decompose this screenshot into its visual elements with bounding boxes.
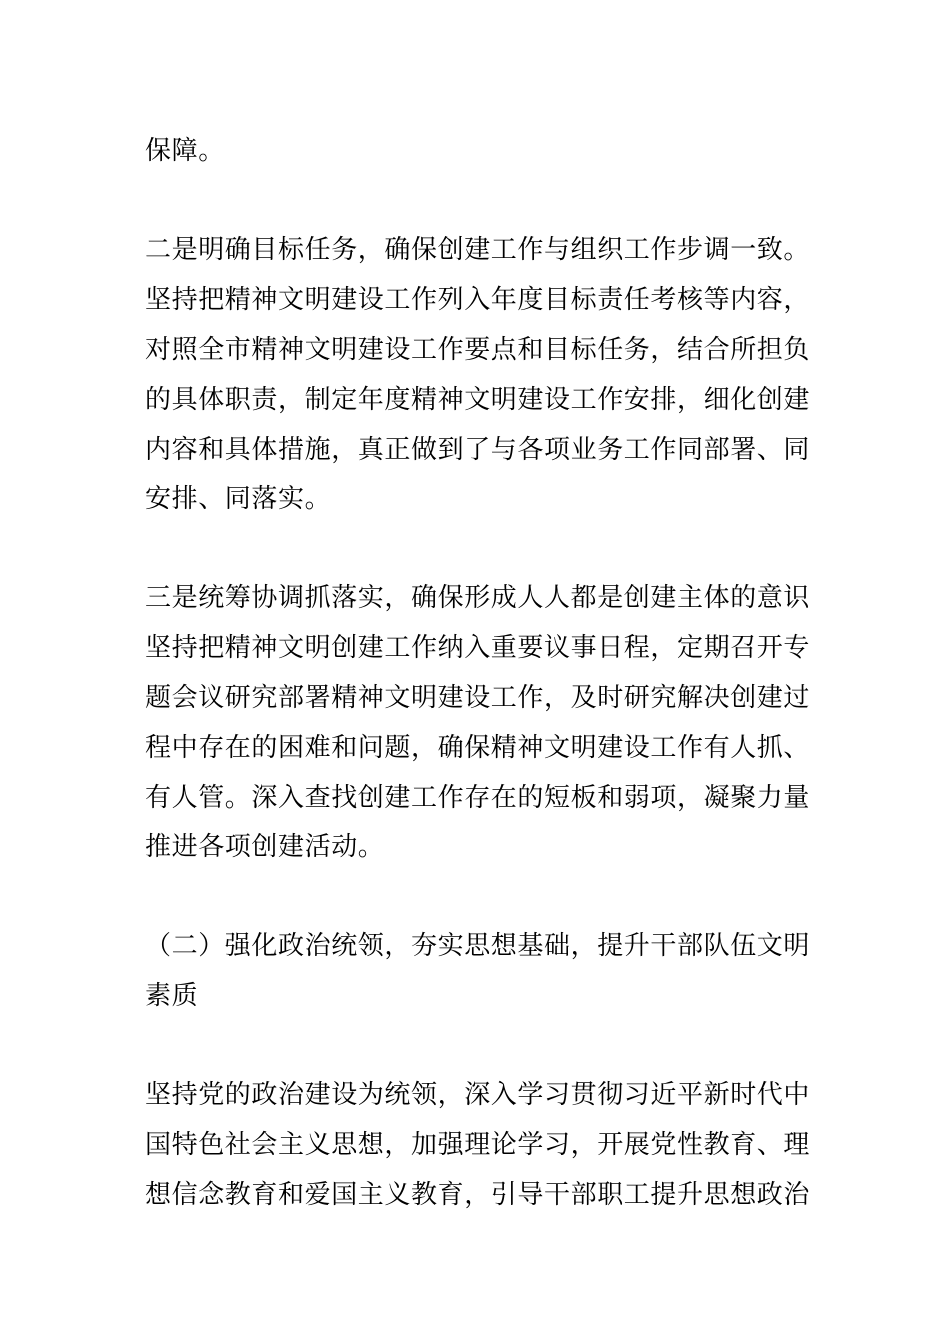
text-line: 内容和具体措施，真正做到了与各项业务工作同部署、同 [145, 435, 811, 465]
text-line: 坚持党的政治建设为统领，深入学习贯彻习近平新时代中 [145, 1080, 811, 1110]
text-line: 保障。 [145, 136, 225, 166]
section-heading-line: （二）强化政治统领，夯实思想基础，提升干部队伍文明 [145, 931, 811, 961]
section-heading-line: 素质 [145, 981, 199, 1011]
text-line: 坚持把精神文明创建工作纳入重要议事日程，定期召开专 [145, 633, 811, 663]
text-line: 二是明确目标任务，确保创建工作与组织工作步调一致。 [145, 235, 811, 265]
text-line: 程中存在的困难和问题，确保精神文明建设工作有人抓、 [145, 733, 811, 763]
text-line: 安排、同落实。 [145, 484, 332, 514]
text-line: 推进各项创建活动。 [145, 832, 385, 862]
text-line: 的具体职责，制定年度精神文明建设工作安排，细化创建 [145, 385, 811, 415]
text-line: 国特色社会主义思想，加强理论学习，开展党性教育、理 [145, 1130, 811, 1160]
text-line: 题会议研究部署精神文明建设工作，及时研究解决创建过 [145, 683, 811, 713]
text-line: 有人管。深入查找创建工作存在的短板和弱项，凝聚力量 [145, 783, 811, 813]
text-line: 坚持把精神文明建设工作列入年度目标责任考核等内容， [145, 285, 811, 315]
text-line: 想信念教育和爱国主义教育，引导干部职工提升思想政治 [145, 1180, 811, 1210]
text-line: 对照全市精神文明建设工作要点和目标任务，结合所担负 [145, 335, 811, 365]
text-line: 三是统筹协调抓落实，确保形成人人都是创建主体的意识 [145, 583, 811, 613]
